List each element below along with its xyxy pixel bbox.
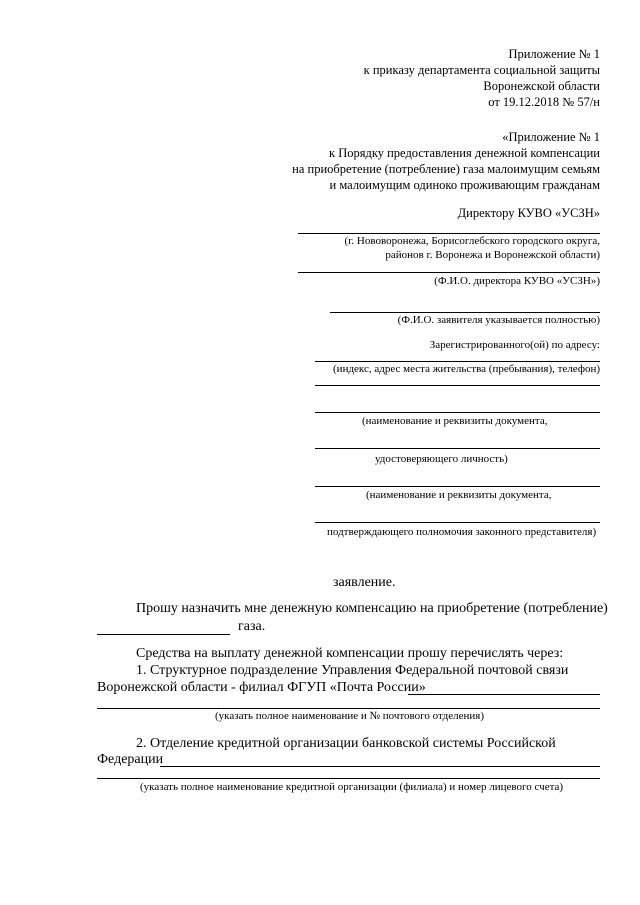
appendix-line: от 19.12.2018 № 57/н xyxy=(488,95,600,109)
rep-doc-line-2[interactable] xyxy=(315,522,600,523)
item1-caption: (указать полное наименование и № почтового отделения) xyxy=(215,710,484,722)
rep-doc-caption-1: (наименование и реквизиты документа, xyxy=(366,489,552,501)
appendix-line: к приказу департамента социальной защиты xyxy=(363,63,600,77)
item2-line2: Федерации xyxy=(97,752,164,767)
city-caption-1: (г. Нововоронежа, Борисоглебского городского округа, xyxy=(344,235,600,247)
director-fio-line[interactable] xyxy=(298,272,600,273)
id-doc-caption-2: удостоверяющего личность) xyxy=(375,453,508,465)
item2-caption: (указать полное наименование кредитной организации (филиала) и номер лицевого счета) xyxy=(140,781,564,793)
director-fio-caption: (Ф.И.О. директора КУВО «УСЗН») xyxy=(434,275,600,287)
order-line: «Приложение № 1 xyxy=(502,130,600,144)
item1-line1: 1. Структурное подразделение Управления Федеральной почтовой связи xyxy=(136,663,569,678)
means-text: Средства на выплату денежной компенсации прошу перечислять через: xyxy=(136,646,564,661)
item1-blank-line[interactable] xyxy=(408,694,600,695)
address-caption: (индекс, адрес места жительства (пребывания), телефон) xyxy=(333,363,600,375)
appendix-line: Приложение № 1 xyxy=(508,47,600,61)
registered-label: Зарегистрированного(ой) по адресу: xyxy=(429,339,600,351)
item1-line2: Воронежской области - филиал ФГУП «Почта России» xyxy=(97,680,426,695)
request-text: Прошу назначить мне денежную компенсацию на приобретение (потребление) xyxy=(136,601,608,616)
order-line: на приобретение (потребление) газа малоимущим семьям xyxy=(292,162,600,176)
appendix-line: Воронежской области xyxy=(483,79,600,93)
item2-line1: 2. Отделение кредитной организации банковской системы Российской xyxy=(136,736,556,751)
appendix-block xyxy=(364,46,600,110)
director-heading: Директору КУВО «УСЗН» xyxy=(457,206,600,220)
applicant-fio-caption: (Ф.И.О. заявителя указывается полностью) xyxy=(397,314,600,326)
order-line: и малоимущим одиноко проживающим гражданам xyxy=(329,178,600,192)
item2-full-line[interactable] xyxy=(97,778,600,779)
rep-doc-caption-2: подтверждающего полномочия законного представителя) xyxy=(327,526,597,538)
gas-text: газа. xyxy=(238,619,266,634)
rep-doc-line[interactable] xyxy=(315,486,600,487)
city-caption-2: районов г. Воронежа и Воронежской области) xyxy=(385,249,600,261)
id-doc-line[interactable] xyxy=(315,412,600,413)
id-doc-line-2[interactable] xyxy=(315,448,600,449)
order-block xyxy=(292,129,600,193)
gas-blank-line[interactable] xyxy=(97,634,230,635)
id-doc-caption-1: (наименование и реквизиты документа, xyxy=(362,415,548,427)
item2-blank-line[interactable] xyxy=(160,766,600,767)
address-line-2[interactable] xyxy=(315,385,600,386)
order-line: к Порядку предоставления денежной компенсации xyxy=(329,146,600,160)
document-title: заявление. xyxy=(333,575,396,590)
